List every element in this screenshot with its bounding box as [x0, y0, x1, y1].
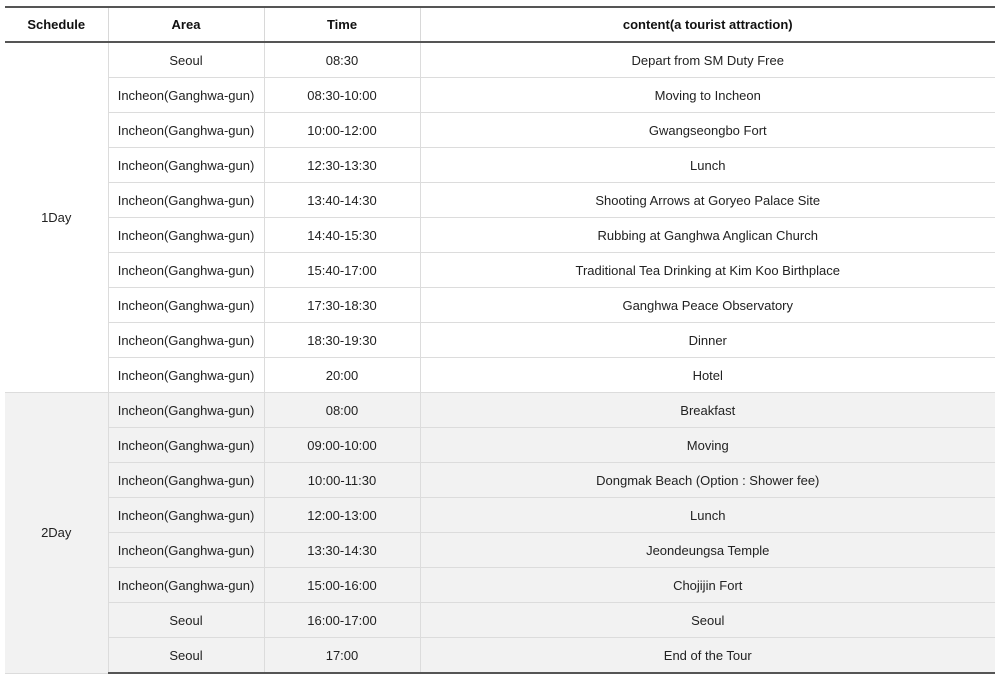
time-cell: 12:00-13:00 [264, 498, 420, 533]
table-row [5, 288, 995, 323]
content-cell: Dinner [420, 323, 995, 358]
header-row [5, 7, 995, 42]
area-cell: Incheon(Ganghwa-gun) [108, 568, 264, 603]
area-cell: Incheon(Ganghwa-gun) [108, 78, 264, 113]
table-body [5, 42, 995, 673]
table-row [5, 463, 995, 498]
content-cell: End of the Tour [420, 638, 995, 674]
time-cell: 15:00-16:00 [264, 568, 420, 603]
table-row [5, 498, 995, 533]
time-cell: 20:00 [264, 358, 420, 393]
table-row [5, 428, 995, 463]
table-row [5, 603, 995, 638]
area-cell: Incheon(Ganghwa-gun) [108, 393, 264, 428]
area-cell: Incheon(Ganghwa-gun) [108, 288, 264, 323]
time-cell: 13:30-14:30 [264, 533, 420, 568]
content-cell: Hotel [420, 358, 995, 393]
header-content: content(a tourist attraction) [622, 17, 793, 32]
table-row [5, 218, 995, 253]
schedule-day-cell: 1Day [5, 42, 108, 393]
schedule-day-cell: 2Day [5, 393, 108, 674]
content-cell: Moving to Incheon [420, 78, 995, 113]
content-cell: Dongmak Beach (Option : Shower fee) [420, 463, 995, 498]
header-schedule: Schedule [5, 7, 108, 42]
table-row [5, 323, 995, 358]
time-cell: 09:00-10:00 [264, 428, 420, 463]
time-cell: 16:00-17:00 [264, 603, 420, 638]
area-cell: Incheon(Ganghwa-gun) [108, 323, 264, 358]
table-row [5, 183, 995, 218]
table-row [5, 253, 995, 288]
content-cell: Seoul [420, 603, 995, 638]
area-cell: Seoul [108, 603, 264, 638]
content-cell: Depart from SM Duty Free [420, 42, 995, 78]
area-cell: Seoul [108, 638, 264, 674]
area-cell: Incheon(Ganghwa-gun) [108, 428, 264, 463]
time-cell: 10:00-12:00 [264, 113, 420, 148]
table-row [5, 358, 995, 393]
time-cell: 13:40-14:30 [264, 183, 420, 218]
content-cell: Breakfast [420, 393, 995, 428]
table-header [5, 7, 995, 42]
time-cell: 08:00 [264, 393, 420, 428]
area-cell: Incheon(Ganghwa-gun) [108, 253, 264, 288]
table-row [5, 42, 995, 78]
content-cell: Rubbing at Ganghwa Anglican Church [420, 218, 995, 253]
table-row [5, 113, 995, 148]
time-cell: 08:30 [264, 42, 420, 78]
area-cell: Incheon(Ganghwa-gun) [108, 218, 264, 253]
header-area: Area [108, 7, 264, 42]
content-cell: Shooting Arrows at Goryeo Palace Site [420, 183, 995, 218]
area-cell: Incheon(Ganghwa-gun) [108, 148, 264, 183]
table-row [5, 148, 995, 183]
content-cell: Moving [420, 428, 995, 463]
table-row [5, 638, 995, 674]
tour-schedule-table [5, 6, 995, 674]
area-cell: Incheon(Ganghwa-gun) [108, 533, 264, 568]
area-cell: Seoul [108, 42, 264, 78]
table-row [5, 533, 995, 568]
content-cell: Gwangseongbo Fort [420, 113, 995, 148]
header-time: Time [264, 7, 420, 42]
table-row [5, 78, 995, 113]
content-cell: Lunch [420, 148, 995, 183]
content-cell: Jeondeungsa Temple [420, 533, 995, 568]
time-cell: 18:30-19:30 [264, 323, 420, 358]
area-cell: Incheon(Ganghwa-gun) [108, 463, 264, 498]
area-cell: Incheon(Ganghwa-gun) [108, 358, 264, 393]
time-cell: 12:30-13:30 [264, 148, 420, 183]
content-cell: Ganghwa Peace Observatory [420, 288, 995, 323]
table-row [5, 568, 995, 603]
area-cell: Incheon(Ganghwa-gun) [108, 183, 264, 218]
time-cell: 10:00-11:30 [264, 463, 420, 498]
area-cell: Incheon(Ganghwa-gun) [108, 113, 264, 148]
table-row [5, 393, 995, 428]
time-cell: 08:30-10:00 [264, 78, 420, 113]
time-cell: 17:00 [264, 638, 420, 674]
area-cell: Incheon(Ganghwa-gun) [108, 498, 264, 533]
content-cell: Chojijin Fort [420, 568, 995, 603]
time-cell: 14:40-15:30 [264, 218, 420, 253]
time-cell: 15:40-17:00 [264, 253, 420, 288]
content-cell: Traditional Tea Drinking at Kim Koo Birthplace [420, 253, 995, 288]
time-cell: 17:30-18:30 [264, 288, 420, 323]
content-cell: Lunch [420, 498, 995, 533]
schedule-table-container [5, 6, 995, 674]
